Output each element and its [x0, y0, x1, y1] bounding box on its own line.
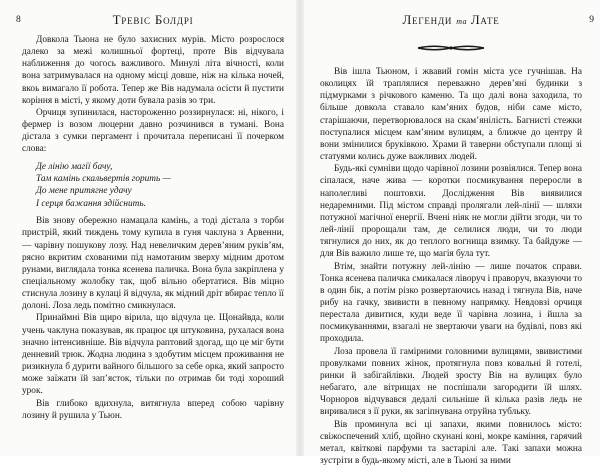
paragraph: Втім, знайти потужну лей-лінію — лише початок справи. Тонка ясенева паличка смикалася ліворуч і праворуч, вказуючи то в один бік, а потім різко розвертаючись назад і тягнула Вів, наче рибу на гачку, звивисти в певному напрямку. Невдовзі орчиця перестала дивитися, куди веде її чарівна лозина, і йшла за посмикуваннями, взагалі не звертаючи уваги на будівлі, повз які проходила.: [320, 261, 582, 345]
left-running-head: Тревіс Болдрі: [112, 12, 194, 27]
verse-block: [36, 161, 284, 211]
book-gutter: [296, 0, 304, 456]
verse-line: Там камінь скальвертів горить —: [36, 173, 171, 184]
paragraph: Орчиця зупинилася, настороженно роззирнулася: ні, нікого, і фермер із возом люцерни давно розчинився в тумані. Вона дістала з сумки пергамент і прочитала переписані її почерком слова:: [22, 107, 284, 155]
paragraph: Вів знову обережно намацала камінь, а тоді дістала з торби пристрій, який тиждень тому купила в гуня чаклуна з Арвенни, — чарівну пошукову лозу. Над невеличким дерев’яним руків’ям, рясно вкритим схованими під намотаним зверху мідним дротом рунами, виглядала тонка ясенева паличка. Вона була закріплена у спеціальному жолобку так, щоб вільно обертатися. Вів міцно стиснула лозину в кулаці й відчула, як мідний дріт вбирає тепло її долоні. Лоза ледь помітно смикнулася.: [22, 216, 284, 312]
running-head-part: Лате: [470, 12, 500, 27]
left-page: [16, 0, 284, 456]
right-page: [320, 0, 594, 466]
right-page-number: 9: [589, 15, 594, 25]
chapter-ornament-icon: [416, 44, 486, 52]
verse-line: Де лінію магії бачу,: [36, 161, 113, 172]
right-page-text: [320, 66, 582, 467]
paragraph: Вів ішла Тьюном, і жвавий гомін міста усе гучнішав. На околицях їй траплялися переважно дерев’яні будинки з підмурками з річкового каменю. Та що далі вона заходила, то більше довкола ставало кам’яних будов, ніби саме місто, старішаючи, перетворювалося на скам’янілість. Багнисті стежки поступалися місцем кам’яним вулицям, а ближче до центру й вони змінилися бруківкою. Храми й таверни обступали площі зі статуями колись дуже важливих людей.: [320, 67, 582, 163]
verse-line: До мене притягне удачу: [36, 186, 132, 197]
left-page-header: [16, 12, 284, 28]
paragraph: Принаймні Вів щиро вірила, що відчула це. Щонайвда, коли учень чаклуна показував, як працює ця штуковина, рухалася вона значно інтенсивніше. Вів відчула раптовий здогад, що це міг бути денневий трюк. Жодна людина з здобутим місцем проживання не ризикнула б дурити вайного більшого за себе орка, який запросто може заїжати їй зап’ясток, тільки по отримав би тоді хороший урок.: [22, 313, 284, 397]
right-page-header: [320, 12, 594, 28]
left-page-text: [22, 34, 284, 422]
running-head-part: та: [456, 17, 467, 26]
running-head-part: Легенди: [402, 12, 453, 27]
right-running-head: [320, 12, 582, 30]
paragraph: Вів проминула всі ці запахи, якими повнилось місто: свіжоспечений хліб, щойно скунані коні, мокре каміння, гарячий метал, квіткові парфуми та застарілі але. Такі запахи можна зустріти в будь-якому місті, але в Тьюні за ними: [320, 419, 582, 466]
paragraph: Будь-які сумніви щодо чарівної лозини розвіялися. Тепер вона сіпалася, наче жива — коротки посмикування переросли в наполегливі поштовхи. Дослідження Вів виявилися недаремними. Під містом справді пролягали лей-лінії — шляхи потужної магічної енергії. Вчені ніяк не могли дійти згоди, чи то лей-лінії пророщали там, де селилися люди, чи то люди тягнулися до них, як до теплого вогнища взимку. Та байдуже — для Вів важило лише те, що магія була тут.: [320, 164, 582, 260]
paragraph: Вів глибоко вдихнула, витягнула вперед собою чарівну лозину й рушила у Тьюн.: [22, 398, 284, 421]
paragraph: Довкола Тьюна не було захисних мурів. Місто розрослося далеко за межі колишньої фортеці, проте Вів відчувала наближення до чогось важливого. Минулі літа вічності, коли вона затримувалася на одному місці довше, ніж на кілька ночей, вкоь вимагало її робота. Тепер же Вів надумала осісти й пустити коріння в місті, у якому доти бувала разів зо три.: [22, 35, 284, 106]
verse-line: І серця бажання здійснить.: [36, 198, 146, 209]
paragraph: Лоза провела її гамірними головними вулицями, звивистими провулками повних жінок, протягнула повз ковальні й готелі, ринки й забігайлівки. Людей зросту Вів на вулицях було небагато, але вітрищах не поспішали загородити їй шлях. Чорноров відчувався дедалі сильніше й кілька разів ледь не виривалися з її руки, як загіпнувана отруйна тубльку.: [320, 346, 582, 418]
left-page-number: 8: [16, 15, 21, 25]
